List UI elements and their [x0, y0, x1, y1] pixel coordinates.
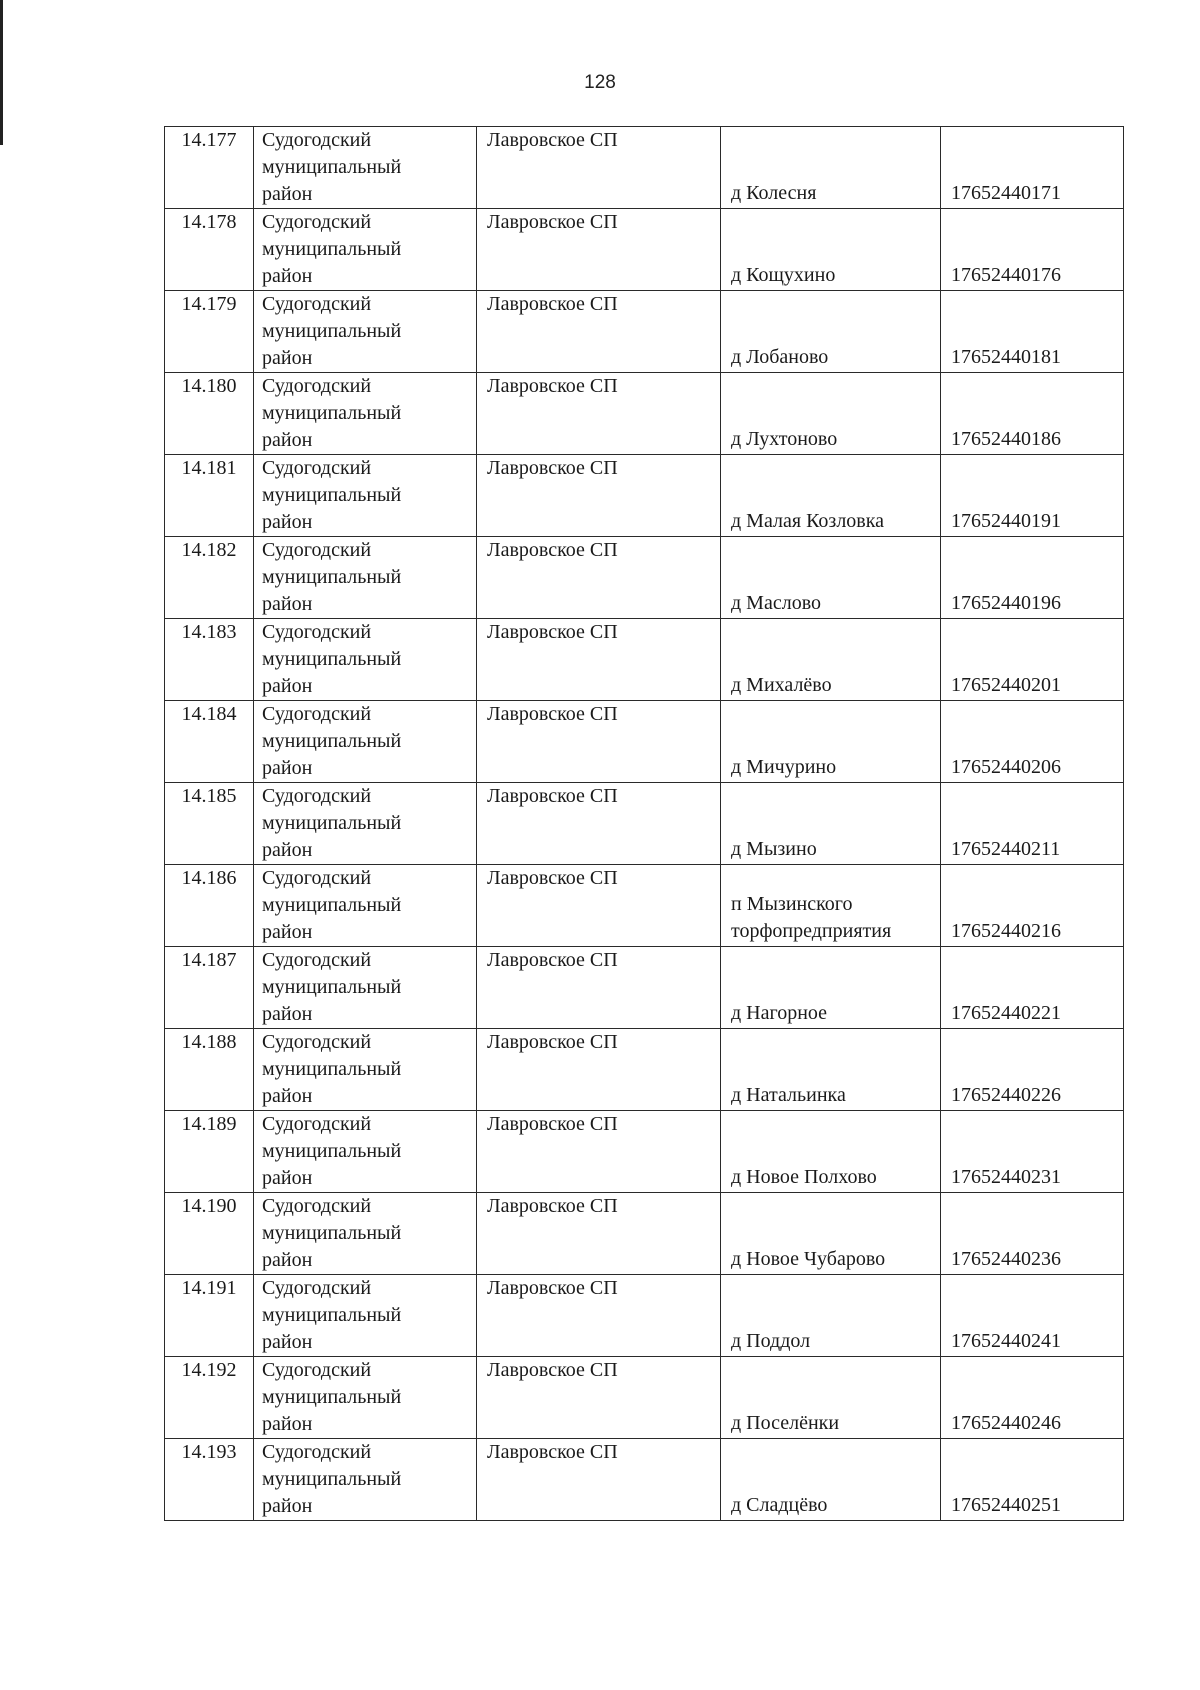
table-row [165, 783, 1124, 865]
district-cell [254, 373, 477, 455]
district-line: муниципальный [262, 1140, 402, 1162]
district-line: Судогодский [262, 949, 372, 971]
locality-cell: д Мичурино [721, 701, 941, 783]
district-line: муниципальный [262, 1058, 402, 1080]
district-line: район [262, 265, 313, 287]
district-line: район [262, 675, 313, 697]
settlement-cell: Лавровское СП [477, 209, 721, 291]
district-line: район [262, 1003, 313, 1025]
table-row [165, 537, 1124, 619]
locality-cell: д Колесня [721, 127, 941, 209]
district-line: муниципальный [262, 320, 402, 342]
district-line: муниципальный [262, 402, 402, 424]
district-line: район [262, 1331, 313, 1353]
district-line: муниципальный [262, 648, 402, 670]
row-number-cell: 14.181 [165, 455, 254, 537]
district-line: район [262, 593, 313, 615]
district-cell [254, 701, 477, 783]
district-line: район [262, 347, 313, 369]
district-line: муниципальный [262, 484, 402, 506]
oktmo-code-cell: 17652440206 [941, 701, 1124, 783]
locality-cell: д Новое Чубарово [721, 1193, 941, 1275]
district-line: муниципальный [262, 730, 402, 752]
row-number-cell: 14.180 [165, 373, 254, 455]
district-line: Судогодский [262, 1277, 372, 1299]
district-cell [254, 619, 477, 701]
district-line: Судогодский [262, 375, 372, 397]
district-cell [254, 1193, 477, 1275]
settlement-cell: Лавровское СП [477, 1275, 721, 1357]
locality-cell: д Кощухино [721, 209, 941, 291]
district-line: Судогодский [262, 211, 372, 233]
settlement-cell: Лавровское СП [477, 1111, 721, 1193]
district-line: Судогодский [262, 621, 372, 643]
district-line: район [262, 1249, 313, 1271]
table-row [165, 455, 1124, 537]
district-cell [254, 947, 477, 1029]
district-cell [254, 1029, 477, 1111]
oktmo-code-cell: 17652440176 [941, 209, 1124, 291]
oktmo-code-cell: 17652440211 [941, 783, 1124, 865]
locality-cell: д Малая Козловка [721, 455, 941, 537]
settlement-cell: Лавровское СП [477, 455, 721, 537]
oktmo-code-cell: 17652440246 [941, 1357, 1124, 1439]
table-row [165, 1357, 1124, 1439]
district-cell [254, 1439, 477, 1521]
settlement-cell: Лавровское СП [477, 1357, 721, 1439]
settlement-cell: Лавровское СП [477, 1029, 721, 1111]
locality-cell: п Мызинского торфопредприятия [721, 865, 941, 947]
row-number-cell: 14.185 [165, 783, 254, 865]
district-line: муниципальный [262, 238, 402, 260]
district-cell [254, 865, 477, 947]
oktmo-code-cell: 17652440186 [941, 373, 1124, 455]
district-cell [254, 537, 477, 619]
locality-cell: д Новое Полхово [721, 1111, 941, 1193]
settlement-cell: Лавровское СП [477, 127, 721, 209]
district-line: район [262, 757, 313, 779]
table-row [165, 1193, 1124, 1275]
district-line: Судогодский [262, 1441, 372, 1463]
table-row [165, 701, 1124, 783]
oktmo-code-cell: 17652440226 [941, 1029, 1124, 1111]
oktmo-code-cell: 17652440196 [941, 537, 1124, 619]
row-number-cell: 14.177 [165, 127, 254, 209]
table-row [165, 947, 1124, 1029]
row-number-cell: 14.184 [165, 701, 254, 783]
table-row [165, 127, 1124, 209]
row-number-cell: 14.187 [165, 947, 254, 1029]
locality-cell: д Натальинка [721, 1029, 941, 1111]
district-line: Судогодский [262, 785, 372, 807]
oktmo-code-cell: 17652440191 [941, 455, 1124, 537]
district-line: Судогодский [262, 1359, 372, 1381]
locality-table [164, 126, 1124, 1521]
row-number-cell: 14.189 [165, 1111, 254, 1193]
page-number: 128 [584, 72, 616, 93]
oktmo-code-cell: 17652440181 [941, 291, 1124, 373]
district-line: Судогодский [262, 539, 372, 561]
locality-table-body [165, 127, 1124, 1521]
locality-cell: д Сладцёво [721, 1439, 941, 1521]
settlement-cell: Лавровское СП [477, 537, 721, 619]
row-number-cell: 14.179 [165, 291, 254, 373]
locality-cell: д Лухтоново [721, 373, 941, 455]
row-number-cell: 14.186 [165, 865, 254, 947]
district-line: Судогодский [262, 1031, 372, 1053]
settlement-cell: Лавровское СП [477, 373, 721, 455]
district-cell [254, 783, 477, 865]
district-line: район [262, 1167, 313, 1189]
district-line: район [262, 1495, 313, 1517]
row-number-cell: 14.183 [165, 619, 254, 701]
district-line: Судогодский [262, 457, 372, 479]
locality-cell: д Маслово [721, 537, 941, 619]
table-row [165, 1439, 1124, 1521]
table-row [165, 209, 1124, 291]
row-number-cell: 14.191 [165, 1275, 254, 1357]
row-number-cell: 14.193 [165, 1439, 254, 1521]
settlement-cell: Лавровское СП [477, 865, 721, 947]
district-line: Судогодский [262, 293, 372, 315]
oktmo-code-cell: 17652440201 [941, 619, 1124, 701]
table-row [165, 1029, 1124, 1111]
district-cell [254, 455, 477, 537]
district-cell [254, 1357, 477, 1439]
settlement-cell: Лавровское СП [477, 701, 721, 783]
district-line: муниципальный [262, 894, 402, 916]
district-cell [254, 1275, 477, 1357]
district-line: муниципальный [262, 1386, 402, 1408]
district-line: Судогодский [262, 867, 372, 889]
district-line: муниципальный [262, 812, 402, 834]
district-cell [254, 127, 477, 209]
settlement-cell: Лавровское СП [477, 619, 721, 701]
district-cell [254, 1111, 477, 1193]
locality-cell: д Михалёво [721, 619, 941, 701]
district-line: муниципальный [262, 156, 402, 178]
district-line: Судогодский [262, 703, 372, 725]
district-line: Судогодский [262, 1195, 372, 1217]
row-number-cell: 14.178 [165, 209, 254, 291]
district-line: район [262, 921, 313, 943]
oktmo-code-cell: 17652440231 [941, 1111, 1124, 1193]
oktmo-code-cell: 17652440236 [941, 1193, 1124, 1275]
oktmo-code-cell: 17652440241 [941, 1275, 1124, 1357]
oktmo-code-cell: 17652440221 [941, 947, 1124, 1029]
settlement-cell: Лавровское СП [477, 947, 721, 1029]
district-line: муниципальный [262, 566, 402, 588]
locality-cell: д Поселёнки [721, 1357, 941, 1439]
locality-cell: д Нагорное [721, 947, 941, 1029]
row-number-cell: 14.182 [165, 537, 254, 619]
table-row [165, 373, 1124, 455]
district-line: район [262, 1413, 313, 1435]
district-line: муниципальный [262, 1468, 402, 1490]
settlement-cell: Лавровское СП [477, 783, 721, 865]
district-cell [254, 209, 477, 291]
settlement-cell: Лавровское СП [477, 1193, 721, 1275]
district-line: район [262, 511, 313, 533]
table-row [165, 1275, 1124, 1357]
district-cell [254, 291, 477, 373]
oktmo-code-cell: 17652440171 [941, 127, 1124, 209]
row-number-cell: 14.188 [165, 1029, 254, 1111]
district-line: муниципальный [262, 1304, 402, 1326]
district-line: район [262, 839, 313, 861]
settlement-cell: Лавровское СП [477, 1439, 721, 1521]
locality-cell: д Поддол [721, 1275, 941, 1357]
table-row [165, 865, 1124, 947]
row-number-cell: 14.190 [165, 1193, 254, 1275]
table-row [165, 291, 1124, 373]
row-number-cell: 14.192 [165, 1357, 254, 1439]
table-row [165, 619, 1124, 701]
locality-cell: д Лобаново [721, 291, 941, 373]
district-line: Судогодский [262, 1113, 372, 1135]
oktmo-code-cell: 17652440216 [941, 865, 1124, 947]
district-line: район [262, 183, 313, 205]
settlement-cell: Лавровское СП [477, 291, 721, 373]
district-line: муниципальный [262, 1222, 402, 1244]
district-line: Судогодский [262, 129, 372, 151]
table-row [165, 1111, 1124, 1193]
district-line: муниципальный [262, 976, 402, 998]
district-line: район [262, 429, 313, 451]
locality-cell: д Мызино [721, 783, 941, 865]
oktmo-code-cell: 17652440251 [941, 1439, 1124, 1521]
district-line: район [262, 1085, 313, 1107]
